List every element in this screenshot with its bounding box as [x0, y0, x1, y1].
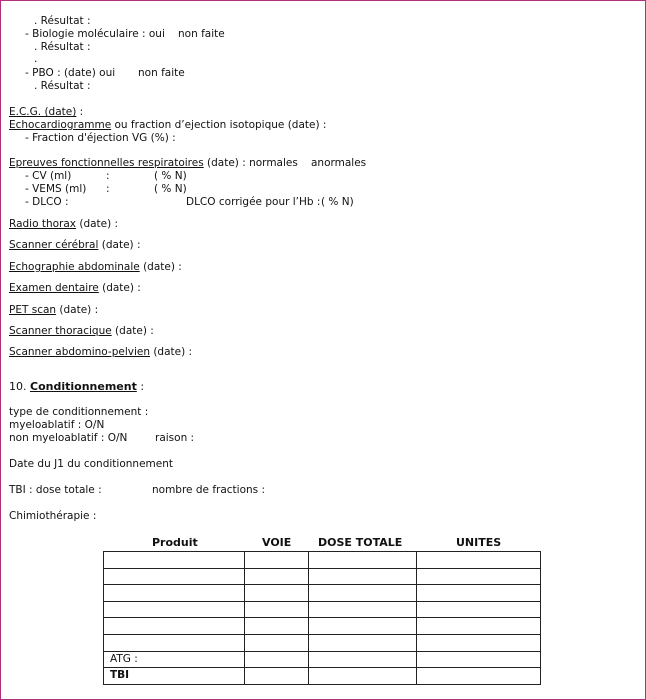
myeloablatif: myeloablatif : O/N [9, 419, 105, 431]
cell-voie[interactable] [244, 601, 308, 618]
vems-pct: ( % N) [154, 183, 187, 195]
tbi-nombre-fractions: nombre de fractions : [152, 484, 265, 496]
header-dose-totale: DOSE TOTALE [318, 536, 403, 549]
table-row [104, 552, 541, 569]
echo-label: Echocardiogramme [9, 119, 112, 131]
scanner-thoracique-line [9, 325, 154, 338]
scanner-abdomino-pelvien-line [9, 346, 192, 359]
scanner-cerebral-label: Scanner cérébral [9, 239, 99, 251]
cell-produit[interactable] [104, 585, 245, 602]
fraction-vg: - Fraction d'éjection VG (%) : [25, 132, 176, 144]
radio-thorax-label: Radio thorax [9, 218, 77, 230]
resultat-3: . Résultat : [34, 80, 91, 92]
cell-dose[interactable] [308, 651, 417, 668]
table-row [104, 634, 541, 651]
pet-scan-label: PET scan [9, 304, 57, 316]
pet-scan-line [9, 304, 98, 317]
cv-pct: ( % N) [154, 170, 187, 182]
efr-label: Epreuves fonctionnelles respiratoires [9, 157, 204, 169]
type-conditionnement: type de conditionnement : [9, 406, 149, 418]
resultat-2: . Résultat : [34, 41, 91, 53]
dlco: - DLCO : [25, 196, 69, 208]
chimio-table [103, 551, 541, 685]
pbo: - PBO : (date) oui [25, 67, 116, 79]
scanner-cerebral-line [9, 239, 141, 252]
non-myeloablatif: non myeloablatif : O/N [9, 432, 128, 444]
cell-tbi-label: TBI [104, 668, 245, 685]
cell-produit[interactable] [104, 618, 245, 635]
cv-colon: : [106, 170, 110, 182]
ecg-line [9, 106, 83, 119]
cell-dose[interactable] [308, 568, 417, 585]
header-unites: UNITES [456, 536, 502, 549]
cell-unites[interactable] [417, 634, 541, 651]
cell-voie[interactable] [244, 634, 308, 651]
scanner-abdomino-pelvien-label: Scanner abdomino-pelvien [9, 346, 150, 358]
header-produit: Produit [152, 536, 198, 549]
examen-dentaire-label: Examen dentaire [9, 282, 99, 294]
cell-unites[interactable] [417, 651, 541, 668]
section-heading [9, 380, 144, 393]
cell-dose[interactable] [308, 585, 417, 602]
cell-produit[interactable] [104, 552, 245, 569]
pbo-non-faite: non faite [138, 67, 185, 79]
resultat-1: . Résultat : [34, 15, 91, 27]
cell-atg-label: ATG : [104, 651, 245, 668]
cell-voie[interactable] [244, 651, 308, 668]
vems-colon: : [106, 183, 110, 195]
table-row [104, 601, 541, 618]
efr-line [9, 157, 298, 170]
cell-produit[interactable] [104, 568, 245, 585]
biologie-moleculaire: - Biologie moléculaire : oui [25, 28, 165, 40]
cell-unites[interactable] [417, 552, 541, 569]
cell-unites[interactable] [417, 601, 541, 618]
cell-unites[interactable] [417, 568, 541, 585]
echographie-abdominale-label: Echographie abdominale [9, 261, 140, 273]
cell-voie[interactable] [244, 585, 308, 602]
cell-unites[interactable] [417, 668, 541, 685]
table-row [104, 568, 541, 585]
cv: - CV (ml) [25, 170, 72, 182]
cell-dose[interactable] [308, 668, 417, 685]
table-row-atg [104, 651, 541, 668]
cell-unites[interactable] [417, 618, 541, 635]
chimiotherapie: Chimiothérapie : [9, 510, 97, 522]
cell-produit[interactable] [104, 634, 245, 651]
cell-produit[interactable] [104, 601, 245, 618]
echographie-abdominale-line [9, 261, 182, 274]
scanner-abdomino-pelvien-suffix: (date) : [149, 346, 193, 358]
echo-line [9, 119, 326, 132]
cell-voie[interactable] [244, 618, 308, 635]
examen-dentaire-suffix: (date) : [98, 282, 141, 294]
echo-suffix: ou fraction d’ejection isotopique (date) : [111, 119, 327, 131]
dot-line: . [34, 53, 38, 65]
section-colon: : [136, 380, 145, 393]
radio-thorax-line [9, 218, 118, 231]
echographie-abdominale-suffix: (date) : [139, 261, 182, 273]
cell-unites[interactable] [417, 585, 541, 602]
examen-dentaire-line [9, 282, 141, 295]
ecg-label: E.C.G. (date) [9, 106, 77, 118]
efr-suffix: (date) : normales [203, 157, 298, 169]
efr-anormales: anormales [311, 157, 367, 169]
cell-dose[interactable] [308, 634, 417, 651]
dlco-pct: ( % N) [321, 196, 354, 208]
biologie-non-faite: non faite [178, 28, 225, 40]
section-number: 10. [9, 380, 30, 393]
cell-dose[interactable] [308, 601, 417, 618]
scanner-cerebral-suffix: (date) : [98, 239, 141, 251]
radio-thorax-suffix: (date) : [76, 218, 119, 230]
table-row-tbi [104, 668, 541, 685]
tbi-dose-totale: TBI : dose totale : [9, 484, 102, 496]
cell-voie[interactable] [244, 668, 308, 685]
raison: raison : [155, 432, 195, 444]
header-voie: VOIE [262, 536, 292, 549]
table-row [104, 618, 541, 635]
cell-voie[interactable] [244, 568, 308, 585]
vems: - VEMS (ml) [25, 183, 87, 195]
dlco-corrigee: DLCO corrigée pour l’Hb : [186, 196, 321, 208]
cell-dose[interactable] [308, 618, 417, 635]
section-title: Conditionnement [30, 380, 137, 393]
ecg-suffix: : [76, 106, 84, 118]
cell-dose[interactable] [308, 552, 417, 569]
pet-scan-suffix: (date) : [56, 304, 99, 316]
scanner-thoracique-label: Scanner thoracique [9, 325, 112, 337]
cell-voie[interactable] [244, 552, 308, 569]
date-j1: Date du J1 du conditionnement [9, 458, 173, 470]
table-row [104, 585, 541, 602]
scanner-thoracique-suffix: (date) : [111, 325, 154, 337]
